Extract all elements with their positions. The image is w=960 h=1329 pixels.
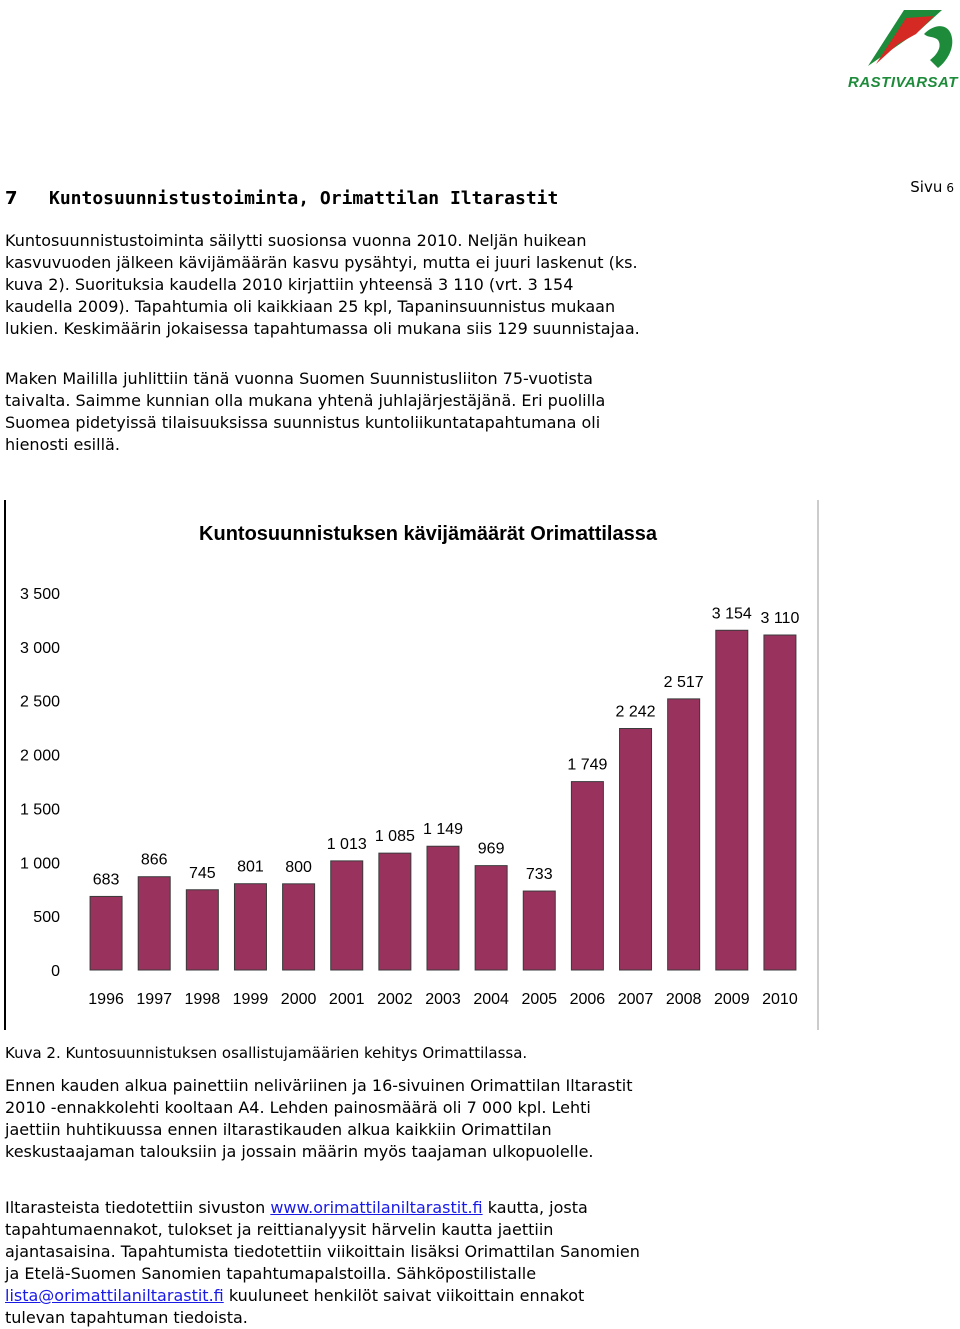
y-tick-label: 1 500 (19, 801, 60, 819)
value-label: 800 (285, 858, 312, 876)
value-label: 1 085 (374, 828, 415, 846)
logo-red-shape (876, 16, 934, 64)
attendance-bar-chart (4, 500, 820, 1030)
y-tick-label: 2 000 (19, 747, 60, 765)
x-tick-label: 2007 (617, 991, 654, 1008)
figure-caption: Kuva 2. Kuntosuunnistuksen osallistujamäärien kehitys Orimattilassa. (5, 1044, 528, 1062)
bar-1999 (234, 884, 266, 970)
bar-1998 (186, 890, 218, 970)
bar-2009 (716, 630, 748, 970)
bar-2002 (379, 853, 411, 970)
section-heading (5, 188, 558, 209)
paragraph-4 (5, 1197, 645, 1329)
y-tick-label: 3 500 (19, 586, 60, 603)
x-tick-label: 2008 (665, 991, 702, 1008)
y-tick-label: 1 000 (19, 855, 60, 873)
x-tick-label: 2002 (377, 991, 413, 1008)
x-tick-label: 1996 (88, 991, 124, 1008)
email-link[interactable]: lista@orimattilaniltarastit.fi (5, 1286, 224, 1305)
value-label: 683 (92, 871, 120, 889)
value-label: 2 517 (663, 673, 704, 691)
x-tick-label: 2001 (328, 991, 365, 1008)
y-tick-label: 3 000 (19, 639, 60, 657)
value-label: 3 110 (760, 610, 800, 628)
x-tick-label: 1997 (136, 991, 172, 1008)
value-label: 969 (477, 840, 505, 858)
section-title: Kuntosuunnistustoiminta, Orimattilan Iltarastit (49, 188, 559, 209)
x-tick-label: 2009 (714, 991, 750, 1008)
bar-1996 (90, 896, 122, 970)
value-label: 2 242 (615, 703, 656, 721)
paragraph-4-text-3: kuuluneet henkilöt saivat viikoittain ennakot tulevan tapahtuman tiedoista. (5, 1286, 585, 1327)
paragraph-2: Maken Maililla juhlittiin tänä vuonna Suomen Suunnistusliiton 75-vuotista taivalta. Saimme kunnian olla mukana yhtenä juhlajärjestäjänä. Eri puolilla Suomea pidetyissä tilaisuuksissa suunnistus kuntoliikuntatapahtumana oli hienosti esillä. (5, 369, 606, 454)
bar-2007 (620, 729, 652, 970)
x-tick-label: 2004 (473, 991, 509, 1008)
value-label: 733 (525, 866, 553, 884)
bar-2003 (427, 846, 459, 970)
x-tick-label: 2010 (762, 991, 798, 1008)
page-number (910, 178, 954, 196)
value-label: 1 013 (326, 835, 367, 853)
value-label: 745 (188, 864, 216, 882)
bar-2000 (283, 884, 315, 970)
value-label: 1 749 (567, 756, 608, 774)
x-tick-label: 1999 (232, 991, 269, 1008)
paragraph-4-text: Iltarasteista tiedotettiin sivuston (5, 1198, 271, 1217)
paragraph-1: Kuntosuunnistustoiminta säilytti suosionsa vuonna 2010. Neljän huikean kasvuvuoden jälkeen kävijämäärän kasvu pysähtyi, mutta ei juuri laskenut (ks. kuva 2). Suorituksia kaudella 2010 kirjattiin yhteensä 3 110 (vrt. 3 154 kaudella 2009). Tapahtumia oli kaikkiaan 25 kpl, Tapaninsuunnistus mukaan lukien. Keskimäärin jokaisessa tapahtumassa oli mukana siis 129 suunnistajaa. (5, 231, 640, 338)
paragraph-4-text-2: kautta, josta tapahtumaennakot, tulokset ja reittianalyysit härvelin kautta jaettiin ajantasaisina. Tapahtumista tiedotettiin viikoittain lisäksi Orimattilan Sanomien ja Etelä-Suomen Sanomien tapahtumapalstoilla. Sähköpostilistalle (5, 1198, 640, 1283)
bar-1997 (138, 877, 170, 970)
page-number-value: 6 (946, 181, 954, 195)
value-label: 3 154 (711, 605, 752, 623)
bar-2008 (668, 699, 700, 970)
bar-2001 (331, 861, 363, 970)
bar-2005 (523, 891, 555, 970)
section-number: 7 (5, 188, 18, 209)
logo-wordmark: RASTIVARSAT (848, 74, 958, 91)
x-tick-label: 2006 (569, 991, 606, 1008)
y-tick-label: 0 (51, 963, 60, 980)
x-tick-label: 2003 (425, 991, 461, 1008)
x-tick-label: 2000 (280, 991, 317, 1008)
website-link[interactable]: www.orimattilaniltarastit.fi (270, 1198, 483, 1217)
bar-2004 (475, 866, 507, 970)
value-label: 866 (140, 851, 168, 869)
value-label: 801 (237, 858, 264, 876)
y-tick-label: 500 (33, 909, 60, 927)
x-tick-label: 1998 (184, 991, 221, 1008)
paragraph-3: Ennen kauden alkua painettiin neliväriinen ja 16-sivuinen Orimattilan Iltarastit 2010 -ennakkolehti kooltaan A4. Lehden painosmäärä oli 7 000 kpl. Lehti jaettiin huhtikuussa ennen iltarastikauden alkua kaikkiin Orimattilan keskustaajaman talouksiin ja jossain määrin myös taajaman ulkopuolelle. (5, 1076, 633, 1161)
chart-title: Kuntosuunnistuksen kävijämäärät Orimattilassa (199, 523, 657, 545)
bar-2006 (571, 782, 603, 970)
logo-horse-head-icon (924, 26, 952, 68)
bar-2010 (764, 635, 796, 970)
page-label: Sivu (910, 178, 943, 196)
value-label: 1 149 (422, 821, 464, 839)
y-tick-label: 2 500 (19, 693, 60, 711)
x-tick-label: 2005 (521, 991, 558, 1008)
